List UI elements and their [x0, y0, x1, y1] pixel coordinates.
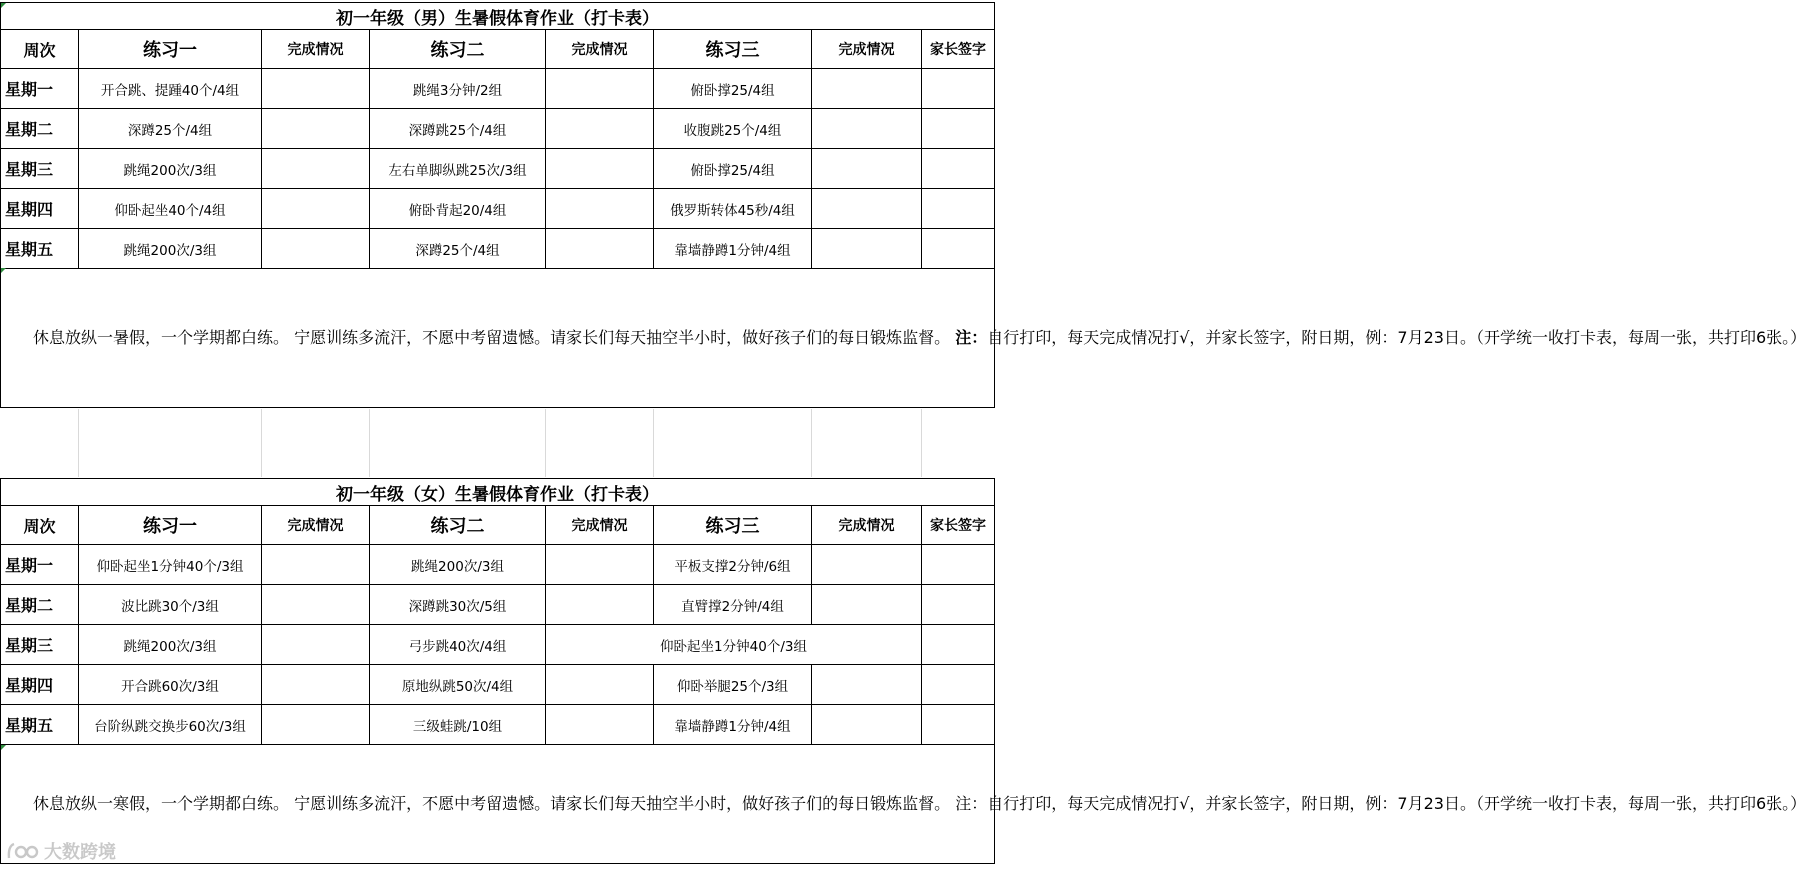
day-cell[interactable]: 星期二	[1, 585, 79, 625]
table-row	[1, 665, 995, 705]
day-cell[interactable]: 星期四	[1, 665, 79, 705]
watermark	[6, 838, 116, 864]
exercise-2-cell[interactable]: 俯卧背起20/4组	[370, 189, 546, 229]
table-row	[1, 149, 995, 189]
completion-1-cell[interactable]	[262, 149, 370, 189]
signature-cell[interactable]	[922, 665, 995, 705]
completion-3-cell[interactable]	[812, 229, 922, 269]
completion-3-cell[interactable]	[812, 585, 922, 625]
exercise-1-cell[interactable]: 跳绳200次/3组	[79, 625, 262, 665]
girls-checkin-table	[0, 478, 1806, 864]
cell-marker-icon	[1, 745, 6, 750]
day-cell[interactable]: 星期三	[1, 625, 79, 665]
header-exercise-2[interactable]: 练习二	[370, 506, 546, 545]
header-parent-signature[interactable]: 家长签字	[922, 30, 995, 69]
exercise-2-cell[interactable]: 深蹲跳25个/4组	[370, 109, 546, 149]
exercise-1-cell[interactable]: 跳绳200次/3组	[79, 229, 262, 269]
completion-2-cell[interactable]	[546, 229, 654, 269]
boys-checkin-table	[0, 2, 1806, 408]
signature-cell[interactable]	[922, 545, 995, 585]
exercise-2-cell[interactable]: 左右单脚纵跳25次/3组	[370, 149, 546, 189]
exercise-2-cell[interactable]: 深蹲跳30次/5组	[370, 585, 546, 625]
header-exercise-2[interactable]: 练习二	[370, 30, 546, 69]
header-completion-2[interactable]: 完成情况	[546, 30, 654, 69]
completion-3-cell[interactable]	[812, 545, 922, 585]
day-cell[interactable]: 星期二	[1, 109, 79, 149]
header-row	[1, 30, 995, 69]
completion-1-cell[interactable]	[262, 585, 370, 625]
completion-2-cell[interactable]	[546, 69, 654, 109]
exercise-3-cell[interactable]: 俯卧撑25/4组	[654, 69, 812, 109]
exercise-2-cell[interactable]: 跳绳200次/3组	[370, 545, 546, 585]
table-row	[1, 189, 995, 229]
header-parent-signature[interactable]: 家长签字	[922, 506, 995, 545]
table-title[interactable]: 初一年级（女）生暑假体育作业（打卡表）	[1, 479, 995, 506]
table-title[interactable]: 初一年级（男）生暑假体育作业（打卡表）	[1, 3, 995, 30]
completion-1-cell[interactable]	[262, 545, 370, 585]
exercise-1-cell[interactable]: 台阶纵跳交换步60次/3组	[79, 705, 262, 745]
day-cell[interactable]: 星期四	[1, 189, 79, 229]
instructions-note[interactable]	[1, 269, 1806, 408]
header-completion-3[interactable]: 完成情况	[812, 30, 922, 69]
exercise-1-cell[interactable]: 仰卧起坐1分钟40个/3组	[79, 545, 262, 585]
day-cell[interactable]: 星期一	[1, 69, 79, 109]
exercise-1-cell[interactable]: 深蹲25个/4组	[79, 109, 262, 149]
completion-1-cell[interactable]	[262, 109, 370, 149]
exercise-3-cell[interactable]: 俯卧撑25/4组	[654, 149, 812, 189]
table-row	[1, 109, 995, 149]
watermark-text: 大数跨境	[44, 842, 116, 863]
exercise-2-cell[interactable]: 深蹲25个/4组	[370, 229, 546, 269]
header-completion-1[interactable]: 完成情况	[262, 30, 370, 69]
completion-2-cell[interactable]	[546, 665, 654, 705]
completion-2-cell[interactable]	[546, 705, 654, 745]
exercise-1-cell[interactable]: 开合跳、提踵40个/4组	[79, 69, 262, 109]
exercise-3-cell[interactable]: 直臂撑2分钟/4组	[654, 585, 812, 625]
cell-marker-icon	[1, 3, 6, 8]
note-text: 休息放纵一寒假，一个学期都白练。 宁愿训练多流汗，不愿中考留遗憾。请家长们每天抽空半小时，做好孩子们的每日锻炼监督。	[33, 794, 956, 813]
watermark-logo-icon	[6, 840, 40, 862]
exercise-1-cell[interactable]: 波比跳30个/3组	[79, 585, 262, 625]
exercise-3-cell[interactable]: 靠墙静蹲1分钟/4组	[654, 705, 812, 745]
note-text-details: 自行打印，每天完成情况打√，并家长签字，附日期，例：7月23日。（开学统一收打卡表，每周一张，共打印6张。）	[987, 328, 1806, 347]
empty-grid-rows[interactable]	[0, 409, 994, 477]
cell-marker-icon	[1, 268, 6, 273]
signature-cell[interactable]	[922, 705, 995, 745]
exercise-3-cell[interactable]: 仰卧举腿25个/3组	[654, 665, 812, 705]
exercise-3-cell[interactable]: 收腹跳25个/4组	[654, 109, 812, 149]
header-exercise-3[interactable]: 练习三	[654, 30, 812, 69]
exercise-1-cell[interactable]: 跳绳200次/3组	[79, 149, 262, 189]
note-text: 休息放纵一暑假，一个学期都白练。 宁愿训练多流汗，不愿中考留遗憾。请家长们每天抽空半小时，做好孩子们的每日锻炼监督。	[33, 328, 956, 347]
exercise-2-cell[interactable]: 原地纵跳50次/4组	[370, 665, 546, 705]
completion-2-cell[interactable]	[546, 149, 654, 189]
exercise-1-cell[interactable]: 开合跳60次/3组	[79, 665, 262, 705]
header-completion-1[interactable]: 完成情况	[262, 506, 370, 545]
exercise-1-cell[interactable]: 仰卧起坐40个/4组	[79, 189, 262, 229]
completion-2-cell[interactable]	[546, 109, 654, 149]
header-exercise-1[interactable]: 练习一	[79, 30, 262, 69]
note-label: 注：	[955, 794, 988, 813]
completion-3-cell[interactable]	[812, 705, 922, 745]
completion-3-cell[interactable]	[812, 665, 922, 705]
exercise-3-cell[interactable]: 仰卧起坐1分钟40个/3组	[546, 625, 922, 665]
exercise-3-cell[interactable]: 俄罗斯转体45秒/4组	[654, 189, 812, 229]
table-row	[1, 585, 995, 625]
table-row	[1, 229, 995, 269]
day-cell[interactable]: 星期五	[1, 705, 79, 745]
header-exercise-1[interactable]: 练习一	[79, 506, 262, 545]
signature-cell[interactable]	[922, 229, 995, 269]
completion-2-cell[interactable]	[546, 545, 654, 585]
completion-3-cell[interactable]	[812, 149, 922, 189]
signature-cell[interactable]	[922, 109, 995, 149]
signature-cell[interactable]	[922, 625, 995, 665]
completion-1-cell[interactable]	[262, 229, 370, 269]
exercise-2-cell[interactable]: 三级蛙跳/10组	[370, 705, 546, 745]
completion-1-cell[interactable]	[262, 705, 370, 745]
signature-cell[interactable]	[922, 69, 995, 109]
completion-2-cell[interactable]	[546, 189, 654, 229]
completion-3-cell[interactable]	[812, 189, 922, 229]
exercise-2-cell[interactable]: 跳绳3分钟/2组	[370, 69, 546, 109]
header-completion-3[interactable]: 完成情况	[812, 506, 922, 545]
day-cell[interactable]: 星期五	[1, 229, 79, 269]
completion-1-cell[interactable]	[262, 69, 370, 109]
header-row	[1, 506, 995, 545]
completion-3-cell[interactable]	[812, 69, 922, 109]
table-row	[1, 69, 995, 109]
day-cell[interactable]: 星期三	[1, 149, 79, 189]
header-week[interactable]: 周次	[1, 506, 79, 545]
completion-2-cell[interactable]	[546, 585, 654, 625]
header-completion-2[interactable]: 完成情况	[546, 506, 654, 545]
note-label: 注：	[955, 328, 988, 347]
signature-cell[interactable]	[922, 189, 995, 229]
table-row	[1, 545, 995, 585]
exercise-3-cell[interactable]: 靠墙静蹲1分钟/4组	[654, 229, 812, 269]
exercise-2-cell[interactable]: 弓步跳40次/4组	[370, 625, 546, 665]
note-text-details: 自行打印，每天完成情况打√，并家长签字，附日期，例：7月23日。（开学统一收打卡表，每周一张，共打印6张。）	[987, 794, 1806, 813]
completion-1-cell[interactable]	[262, 665, 370, 705]
header-week[interactable]: 周次	[1, 30, 79, 69]
instructions-note[interactable]	[1, 745, 1806, 864]
day-cell[interactable]: 星期一	[1, 545, 79, 585]
table-row	[1, 625, 995, 665]
signature-cell[interactable]	[922, 585, 995, 625]
exercise-3-cell[interactable]: 平板支撑2分钟/6组	[654, 545, 812, 585]
table-row	[1, 705, 995, 745]
completion-1-cell[interactable]	[262, 625, 370, 665]
header-exercise-3[interactable]: 练习三	[654, 506, 812, 545]
signature-cell[interactable]	[922, 149, 995, 189]
completion-3-cell[interactable]	[812, 109, 922, 149]
completion-1-cell[interactable]	[262, 189, 370, 229]
